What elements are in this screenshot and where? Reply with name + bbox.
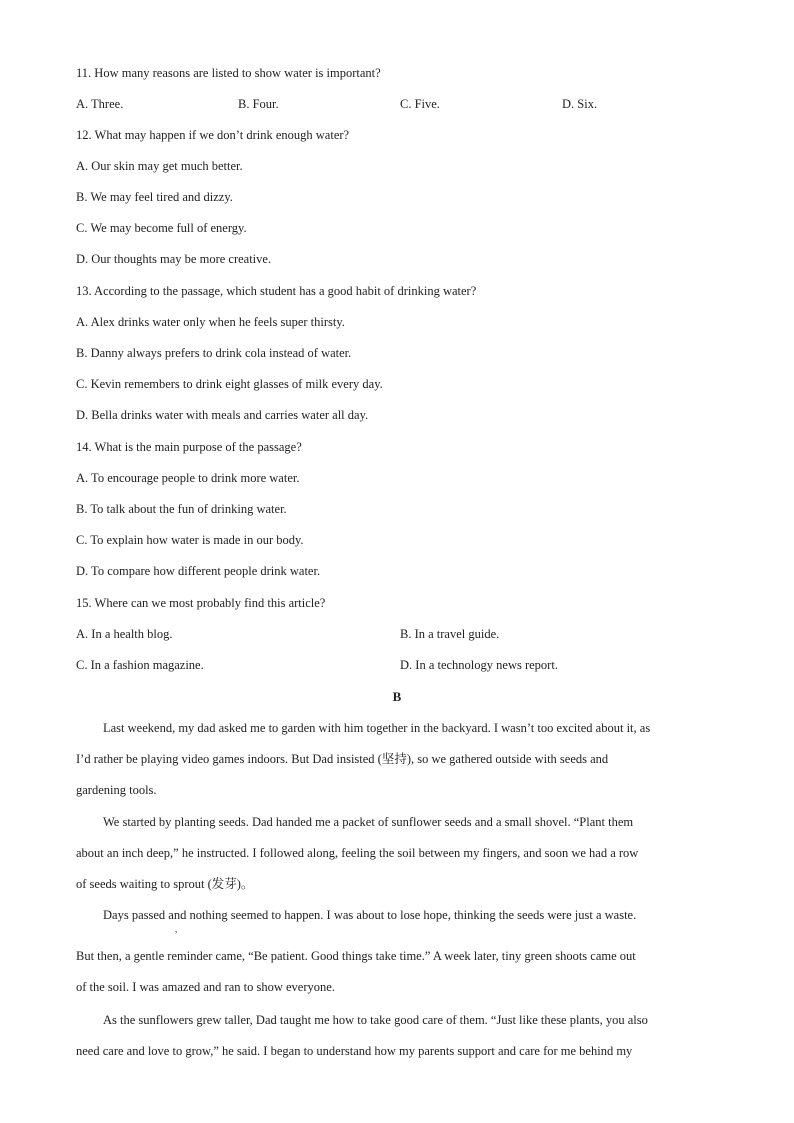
question-15-stem: 15. Where can we most probably find this article? bbox=[76, 596, 326, 610]
question-15-option-d: D. In a technology news report. bbox=[400, 658, 558, 672]
passage-line: about an inch deep,” he instructed. I followed along, feeling the soil between my fingers, and soon we had a row bbox=[76, 846, 639, 860]
question-11-option-d: D. Six. bbox=[562, 97, 598, 111]
question-13-option-c: C. Kevin remembers to drink eight glasses of milk every day. bbox=[76, 377, 383, 391]
question-14-stem: 14. What is the main purpose of the passage? bbox=[76, 440, 302, 454]
question-13-option-d: D. Bella drinks water with meals and carries water all day. bbox=[76, 408, 369, 422]
question-14-option-a: A. To encourage people to drink more water. bbox=[76, 471, 300, 485]
question-13-option-a: A. Alex drinks water only when he feels super thirsty. bbox=[76, 315, 345, 329]
question-15-option-a: A. In a health blog. bbox=[76, 627, 173, 641]
passage-line: But then, a gentle reminder came, “Be patient. Good things take time.” A week later, tiny green shoots came out bbox=[76, 949, 636, 963]
question-11-stem: 11. How many reasons are listed to show water is important? bbox=[76, 66, 381, 80]
question-13-stem: 13. According to the passage, which student has a good habit of drinking water? bbox=[76, 284, 477, 298]
question-12-option-c: C. We may become full of energy. bbox=[76, 221, 247, 235]
question-11-option-c: C. Five. bbox=[400, 97, 440, 111]
passage-line: Last weekend, my dad asked me to garden with him together in the backyard. I wasn’t too excited about it, as bbox=[103, 721, 651, 735]
question-12-option-a: A. Our skin may get much better. bbox=[76, 159, 243, 173]
passage-line: of the soil. I was amazed and ran to show everyone. bbox=[76, 980, 335, 994]
question-15-option-c: C. In a fashion magazine. bbox=[76, 658, 204, 672]
passage-line: We started by planting seeds. Dad handed me a packet of sunflower seeds and a small shovel. “Plant them bbox=[103, 815, 634, 829]
question-12-option-b: B. We may feel tired and dizzy. bbox=[76, 190, 233, 204]
question-13-option-b: B. Danny always prefers to drink cola instead of water. bbox=[76, 346, 352, 360]
question-12-option-d: D. Our thoughts may be more creative. bbox=[76, 252, 272, 266]
question-11-option-a: A. Three. bbox=[76, 97, 124, 111]
passage-line: Days passed and nothing seemed to happen. I was about to lose hope, thinking the seeds were just a waste. bbox=[103, 908, 637, 922]
passage-line: As the sunflowers grew taller, Dad taught me how to take good care of them. “Just like these plants, you also bbox=[103, 1013, 648, 1027]
stray-mark: , bbox=[175, 924, 178, 934]
section-heading: B bbox=[392, 689, 402, 704]
question-14-option-b: B. To talk about the fun of drinking water. bbox=[76, 502, 287, 516]
passage-line: need care and love to grow,” he said. I began to understand how my parents support and care for me behind my bbox=[76, 1044, 633, 1058]
question-15-option-b: B. In a travel guide. bbox=[400, 627, 500, 641]
passage-line: of seeds waiting to sprout (发芽)。 bbox=[76, 877, 254, 891]
question-14-option-c: C. To explain how water is made in our body. bbox=[76, 533, 304, 547]
question-14-option-d: D. To compare how different people drink water. bbox=[76, 564, 321, 578]
passage-line: gardening tools. bbox=[76, 783, 157, 797]
passage-line: I’d rather be playing video games indoors. But Dad insisted (坚持), so we gathered outside with seeds and bbox=[76, 752, 609, 766]
question-11-option-b: B. Four. bbox=[238, 97, 279, 111]
question-12-stem: 12. What may happen if we don’t drink enough water? bbox=[76, 128, 350, 142]
